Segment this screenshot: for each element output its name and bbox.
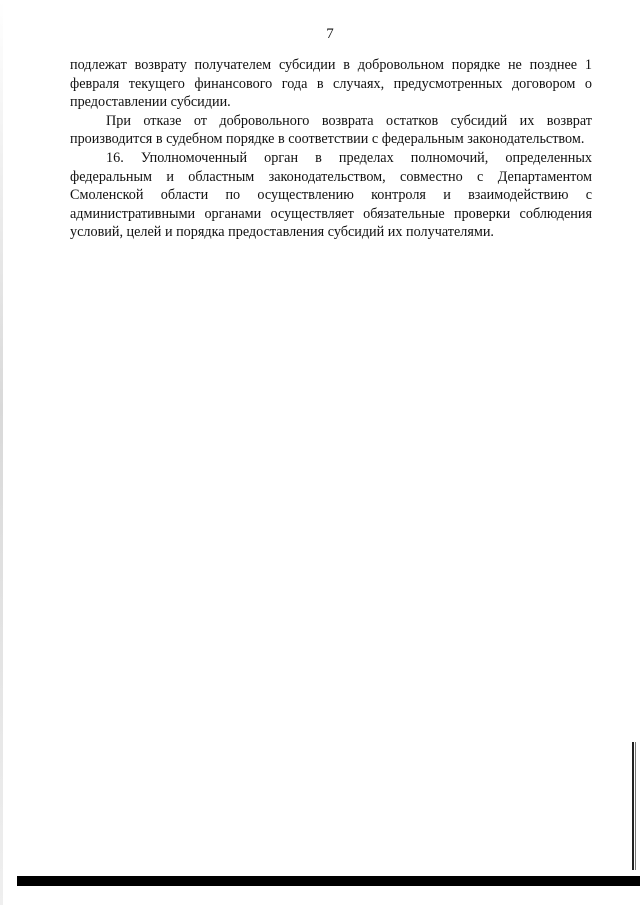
scan-right-edge-mark xyxy=(632,742,634,870)
scan-right-edge-shadow xyxy=(635,742,636,870)
paragraph-refusal-return: При отказе от добровольного возврата остатков субсидий их возврат производится в судебном порядке в соответствии с федеральным законодательством. xyxy=(70,112,592,148)
paragraph-16-inspections: 16. Уполномоченный орган в пределах полномочий, определенных федеральным и областным законодательством, совместно с Департаментом Смоленской области по осуществлению контроля и взаимодействию с административными органами осуществляет обязательные проверки соблюдения условий, целей и порядка предоставления субсидий их получателями. xyxy=(70,149,592,241)
paragraph-continuation: подлежат возврату получателем субсидии в добровольном порядке не позднее 1 февраля текущего финансового года в случаях, предусмотренных договором о предоставлении субсидии. xyxy=(70,57,592,111)
scan-left-edge xyxy=(0,0,3,905)
document-body xyxy=(70,56,592,242)
scan-bottom-bar xyxy=(17,876,640,886)
page-number: 7 xyxy=(326,26,334,42)
